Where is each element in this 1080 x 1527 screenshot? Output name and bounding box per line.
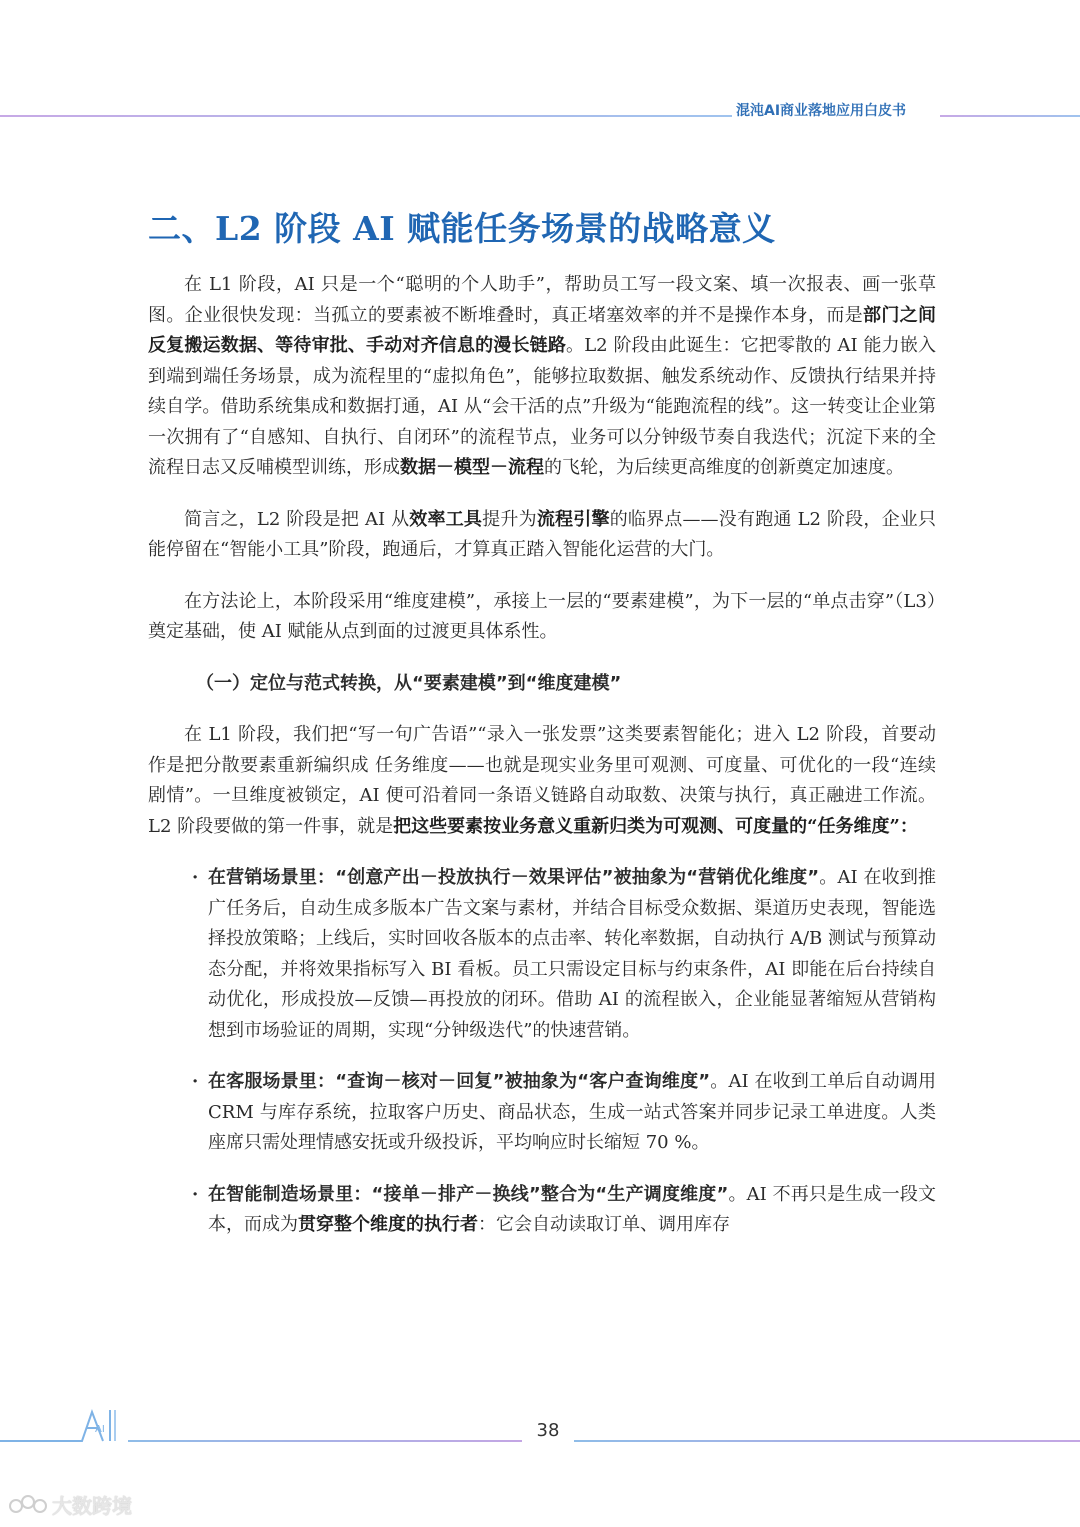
- bullet-dot: ·: [192, 1183, 199, 1205]
- header-rule-right: [940, 115, 1080, 117]
- ai-logo-icon: [0, 1404, 135, 1444]
- para1-text-c: 。L2 阶段由此诞生：它把零散的 AI 能力嵌入到端到端任务场景，成为流程里的“虚拟角色”，能够拉取数据、触发系统动作、反馈执行结果并持续自学。借助系统集成和数据打通，AI 从“会干活的点”升级为“能跑流程的线”。这一转变让企业第一次拥有了“自感知、自执行、自闭环”的流程节点，业务可以分钟级节奏自我迭代；沉淀下来的全流程日志又反哺模型训练，形成: [148, 335, 937, 478]
- bullet-lead: 在智能制造场景里：: [208, 1183, 372, 1205]
- subheading: （一）定位与范式转换，从“要素建模”到“维度建模”: [196, 672, 622, 694]
- watermark: [8, 1488, 168, 1520]
- para4-text-a: 在 L1 阶段，我们把“写一句广告语”“录入一张发票”这类要素智能化；进入 L2 阶段，首要动作是把分散要素重新编织成 任务维度——也就是现实业务里可观测、可度量、可优化的一段“连续剧情”。一旦维度被锁定，AI 便可沿着同一条语义链路自动取数、决策与执行，真正融进工作流。L2 阶段要做的第一件事，就是: [148, 724, 936, 837]
- bullet-bold: 贯穿整个维度的执行者: [298, 1214, 478, 1235]
- paragraph-1: [148, 270, 936, 484]
- section-title: 二、L2 阶段 AI 赋能任务场景的战略意义: [148, 209, 776, 248]
- para1-text-a: 在 L1 阶段，AI 只是一个“聪明的个人助手”，帮助员工写一段文案、填一次报表、画一张草图。企业很快发现：当孤立的要素被不断堆叠时，真正堵塞效率的并不是操作本身，而是: [148, 274, 936, 326]
- para2-text-a: 简言之，L2 阶段是把 AI 从: [184, 508, 410, 530]
- paragraph-4: [148, 720, 936, 842]
- watermark-logo-icon: [8, 1491, 48, 1517]
- bullet-lead: 在营销场景里：: [208, 867, 336, 888]
- bullet-dot: ·: [192, 867, 199, 888]
- paragraph-2: [148, 505, 936, 566]
- bullet-quote: “查询－核对－回复”被抽象为“客户查询维度”: [335, 1071, 711, 1092]
- bullet-manufacturing: [148, 1180, 936, 1241]
- bullet-text: 。AI 在收到工单后自动调用 CRM 与库存系统，拉取客户历史、商品状态，生成一站式答案并同步记录工单进度。人类座席只需处理情感安抚或升级投诉，平均响应时长缩短 70 %。: [208, 1071, 936, 1153]
- bullet-text: 。AI 在收到推广任务后，自动生成多版本广告文案与素材，并结合目标受众数据、渠道历史表现，智能选择投放策略；上线后，实时回收各版本的点击率、转化率数据，自动执行 A/B 测试与预算动态分配，并将效果指标写入 BI 看板。员工只需设定目标与约束条件，AI 即能在后台持续自动优化，形成投放—反馈—再投放的闭环。借助 AI 的流程嵌入，企业能显著缩短从营销构想到市场验证的周期，实现“分钟级迭代”的快速营销。: [208, 867, 936, 1041]
- header-title: 混沌AI商业落地应用白皮书: [736, 103, 907, 119]
- bullet-text-2: ：它会自动读取订单、调用库存: [478, 1214, 730, 1235]
- para2-text-e: 的临界点——没有跑通 L2 阶段，企业只能停留在“智能小工具”阶段，跑通后，才算真正踏入智能化运营的大门。: [148, 508, 937, 560]
- para2-text-c: 提升为: [482, 508, 537, 530]
- para4-bold-b: 把这些要素按业务意义重新归类为可观测、可度量的“任务维度”: [393, 815, 900, 837]
- ai-logo-text: AI: [95, 1424, 105, 1435]
- para1-bold-d: 数据－模型－流程: [400, 457, 544, 478]
- para4-bold-c: ：: [899, 815, 918, 837]
- bullet-text: 。AI 不再只是生成一段文本，而成为: [208, 1183, 936, 1235]
- paragraph-3: 在方法论上，本阶段采用“维度建模”，承接上一层的“要素建模”，为下一层的“单点击穿”（L3）奠定基础，使 AI 赋能从点到面的过渡更具体系性。: [148, 590, 936, 642]
- bullet-lead: 在客服场景里：: [208, 1071, 336, 1092]
- para2-bold-b: 效率工具: [409, 508, 483, 530]
- para2-bold-d: 流程引擎: [536, 508, 610, 530]
- footer-rule-left: [128, 1440, 522, 1442]
- page-number: 38: [536, 1420, 560, 1441]
- watermark-text: 大数跨境: [52, 1493, 132, 1518]
- para1-bold-b: 部门之间反复搬运数据、等待审批、手动对齐信息的漫长链路: [148, 304, 936, 356]
- footer-rule-right: [574, 1440, 1080, 1442]
- bullet-customer-service: [148, 1067, 936, 1159]
- bullet-quote: “接单－排产－换线”整合为“生产调度维度”: [371, 1183, 729, 1205]
- para1-text-e: 的飞轮，为后续更高维度的创新奠定加速度。: [544, 457, 904, 478]
- page-body: [148, 270, 936, 1241]
- header-rule-left: [0, 115, 732, 117]
- bullet-marketing: [148, 863, 936, 1046]
- bullet-quote: “创意产出－投放执行－效果评估”被抽象为“营销优化维度”: [335, 867, 820, 888]
- bullet-dot: ·: [192, 1071, 199, 1092]
